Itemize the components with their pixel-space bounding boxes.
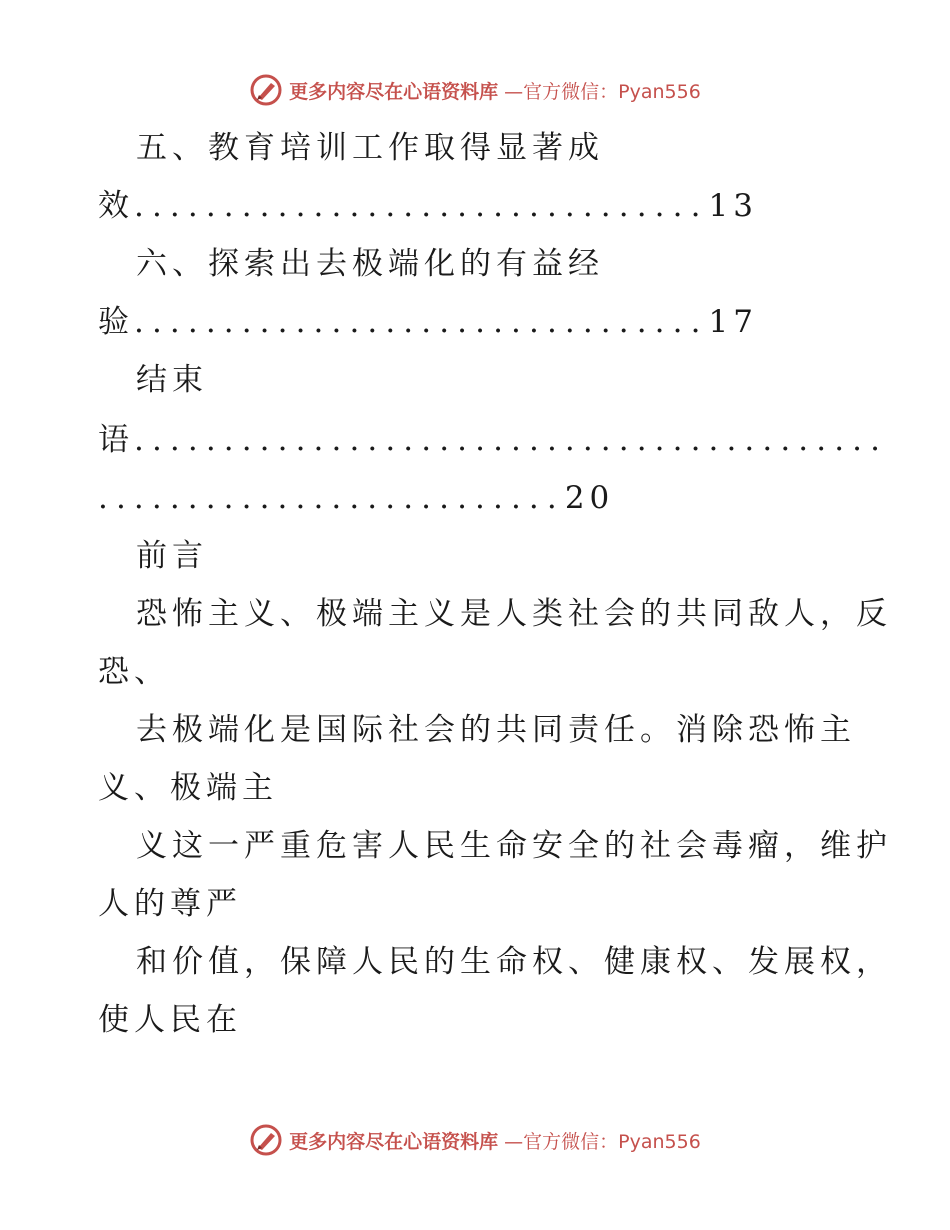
banner-prefix: 更多内容尽在心语资料库 bbox=[289, 80, 499, 103]
toc-leader-dots: ................................ bbox=[134, 188, 709, 224]
header-banner bbox=[0, 70, 950, 110]
pen-logo-icon bbox=[249, 1123, 283, 1157]
paragraph-line: 义这一严重危害人民生命安全的社会毒瘤，维护 bbox=[136, 828, 892, 864]
toc-item-cont: 效 bbox=[98, 188, 134, 224]
toc-item-title: 六、探索出去极端化的有益经 bbox=[136, 246, 604, 282]
banner-suffix: —官方微信：Pyan556 bbox=[504, 80, 701, 103]
toc-leader-dots: ................................ bbox=[134, 304, 709, 340]
paragraph-line: 恐怖主义、极端主义是人类社会的共同敌人，反 bbox=[136, 596, 892, 632]
footer-banner bbox=[0, 1120, 950, 1160]
toc-leader-dots: .......................................... bbox=[134, 422, 889, 458]
toc-leader-dots: .......................... bbox=[98, 480, 565, 516]
toc-item-leader-line bbox=[98, 478, 614, 518]
paragraph-line: 去极端化是国际社会的共同责任。消除恐怖主 bbox=[136, 712, 856, 748]
toc-item-cont: 验 bbox=[98, 304, 134, 340]
paragraph-line: 和价值，保障人民的生命权、健康权、发展权， bbox=[136, 944, 892, 980]
toc-item-leader-line bbox=[98, 186, 758, 226]
toc-page-number: 17 bbox=[708, 304, 758, 340]
toc-item-cont: 语 bbox=[98, 422, 134, 458]
toc-item-leader-line bbox=[98, 302, 758, 342]
section-heading: 前言 bbox=[136, 538, 208, 574]
paragraph-line: 义、极端主 bbox=[98, 770, 278, 806]
paragraph-line: 使人民在 bbox=[98, 1002, 242, 1038]
paragraph-line: 人的尊严 bbox=[98, 886, 242, 922]
toc-item-title: 结束 bbox=[136, 362, 208, 398]
toc-page-number: 13 bbox=[708, 188, 758, 224]
toc-item-leader-line bbox=[98, 420, 888, 460]
paragraph-line: 恐、 bbox=[98, 654, 170, 690]
banner-suffix: —官方微信：Pyan556 bbox=[504, 1130, 701, 1153]
pen-logo-icon bbox=[249, 73, 283, 107]
toc-item-title: 五、教育培训工作取得显著成 bbox=[136, 130, 604, 166]
banner-prefix: 更多内容尽在心语资料库 bbox=[289, 1130, 499, 1153]
toc-page-number: 20 bbox=[564, 480, 615, 516]
